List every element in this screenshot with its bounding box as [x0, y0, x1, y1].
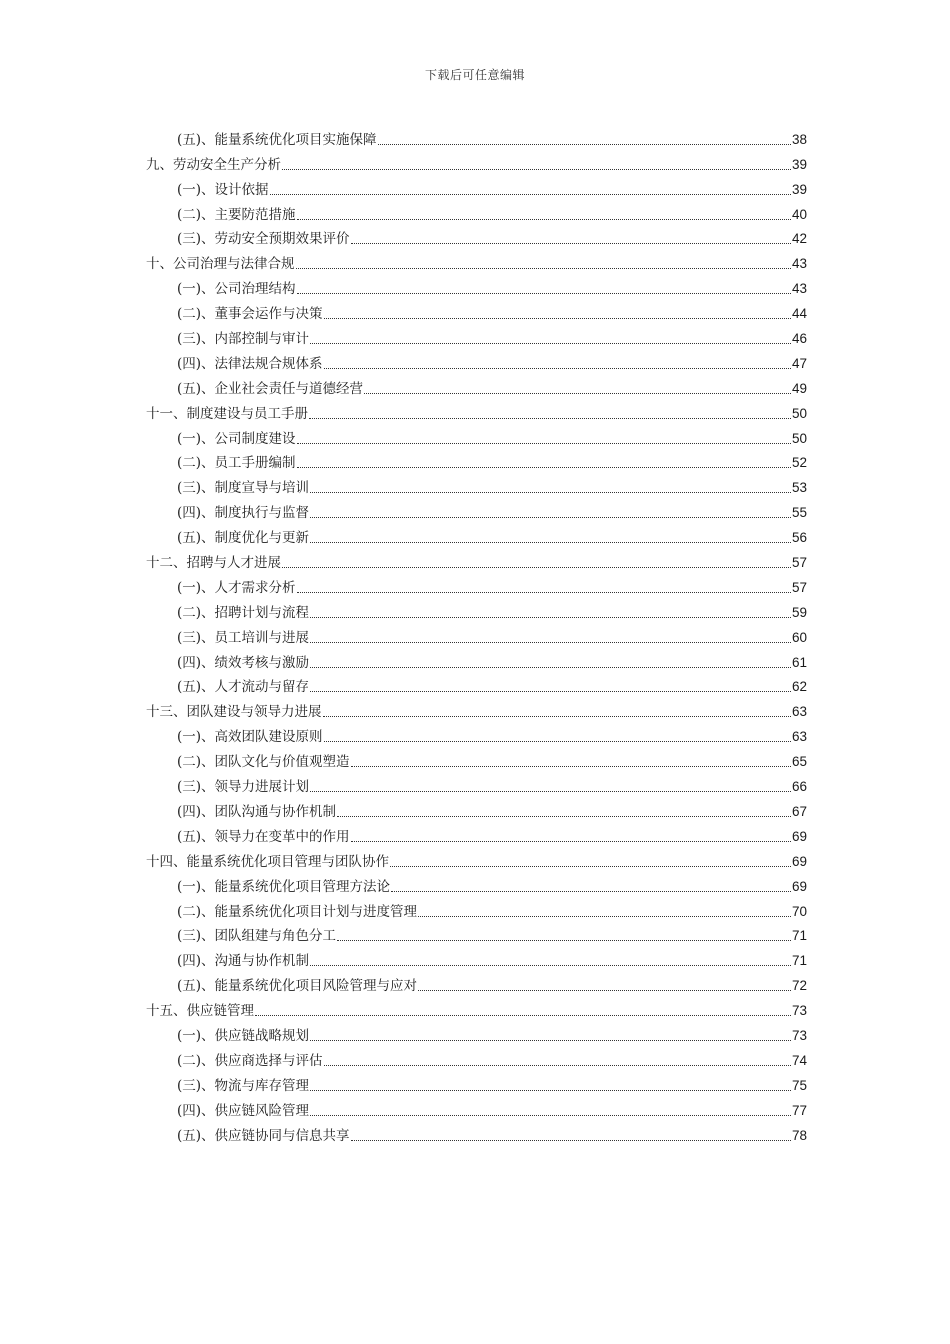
- toc-section-entry[interactable]: [146, 771, 807, 796]
- page-header: 下载后可任意编辑: [424, 68, 525, 82]
- toc-entry-label: (五)、能量系统优化项目风险管理与应对: [177, 978, 418, 995]
- toc-chapter-entry[interactable]: [146, 547, 807, 572]
- toc-dot-leader: [297, 467, 791, 468]
- toc-entry-label: (四)、制度执行与监督: [177, 505, 310, 522]
- toc-page-number: 70: [791, 903, 807, 919]
- toc-page-number: 73: [791, 1027, 807, 1043]
- toc-dot-leader: [310, 542, 791, 543]
- toc-entry-label: 十五、供应链管理: [146, 1003, 254, 1020]
- toc-dot-leader: [282, 567, 791, 568]
- table-of-contents: [146, 124, 807, 1145]
- toc-entry-label: 九、劳动安全生产分析: [146, 156, 281, 173]
- toc-page-number: 53: [791, 480, 807, 496]
- toc-page-number: 63: [791, 729, 807, 745]
- toc-dot-leader: [270, 194, 791, 195]
- toc-dot-leader: [351, 766, 791, 767]
- toc-page-number: 60: [791, 629, 807, 645]
- toc-dot-leader: [351, 841, 791, 842]
- toc-dot-leader: [310, 1115, 791, 1116]
- toc-dot-leader: [310, 642, 791, 643]
- toc-entry-label: (二)、董事会运作与决策: [177, 306, 323, 323]
- toc-page-number: 43: [791, 281, 807, 297]
- toc-dot-leader: [310, 617, 791, 618]
- toc-section-entry[interactable]: [146, 448, 807, 473]
- toc-entry-label: (五)、制度优化与更新: [177, 530, 310, 547]
- toc-section-entry[interactable]: [146, 1020, 807, 1045]
- toc-page-number: 56: [791, 530, 807, 546]
- toc-dot-leader: [297, 219, 791, 220]
- toc-entry-label: (四)、法律法规合规体系: [177, 355, 323, 372]
- toc-page-number: 72: [791, 978, 807, 994]
- toc-entry-label: (三)、劳动安全预期效果评价: [177, 231, 350, 248]
- toc-chapter-entry[interactable]: [146, 398, 807, 423]
- toc-entry-label: (四)、团队沟通与协作机制: [177, 803, 337, 820]
- toc-dot-leader: [351, 1140, 791, 1141]
- toc-entry-label: (二)、主要防范措施: [177, 206, 296, 223]
- toc-page-number: 49: [791, 380, 807, 396]
- toc-page-number: 75: [791, 1077, 807, 1093]
- toc-page-number: 62: [791, 679, 807, 695]
- toc-entry-label: (三)、员工培训与进展: [177, 629, 310, 646]
- toc-entry-label: (二)、员工手册编制: [177, 455, 296, 472]
- toc-dot-leader: [297, 592, 791, 593]
- toc-dot-leader: [324, 368, 791, 369]
- toc-section-entry[interactable]: [146, 348, 807, 373]
- toc-page-number: 74: [791, 1052, 807, 1068]
- toc-page-number: 57: [791, 579, 807, 595]
- toc-entry-label: (四)、供应链风险管理: [177, 1102, 310, 1119]
- toc-section-entry[interactable]: [146, 721, 807, 746]
- toc-dot-leader: [310, 1090, 791, 1091]
- toc-entry-label: (一)、公司制度建设: [177, 430, 296, 447]
- toc-dot-leader: [310, 667, 791, 668]
- toc-entry-label: (一)、高效团队建设原则: [177, 729, 323, 746]
- toc-dot-leader: [297, 293, 791, 294]
- toc-chapter-entry[interactable]: [146, 696, 807, 721]
- toc-entry-label: (三)、领导力进展计划: [177, 779, 310, 796]
- toc-section-entry[interactable]: [146, 647, 807, 672]
- toc-entry-label: (五)、领导力在变革中的作用: [177, 828, 350, 845]
- toc-page-number: 55: [791, 505, 807, 521]
- toc-section-entry[interactable]: [146, 323, 807, 348]
- toc-entry-label: (五)、人才流动与留存: [177, 679, 310, 696]
- toc-dot-leader: [310, 791, 791, 792]
- toc-dot-leader: [310, 517, 791, 518]
- toc-page-number: 59: [791, 604, 807, 620]
- toc-section-entry[interactable]: [146, 597, 807, 622]
- toc-section-entry[interactable]: [146, 522, 807, 547]
- toc-section-entry[interactable]: [146, 1095, 807, 1120]
- toc-entry-label: (二)、供应商选择与评估: [177, 1052, 323, 1069]
- toc-page-number: 39: [791, 181, 807, 197]
- toc-page-number: 66: [791, 779, 807, 795]
- toc-entry-label: (一)、人才需求分析: [177, 579, 296, 596]
- toc-page-number: 71: [791, 928, 807, 944]
- toc-dot-leader: [309, 418, 791, 419]
- toc-page-number: 65: [791, 754, 807, 770]
- toc-page-number: 44: [791, 306, 807, 322]
- toc-entry-label: 十、公司治理与法律合规: [146, 256, 295, 273]
- toc-entry-label: (三)、内部控制与审计: [177, 331, 310, 348]
- toc-entry-label: (二)、招聘计划与流程: [177, 604, 310, 621]
- toc-dot-leader: [324, 318, 791, 319]
- toc-page-number: 52: [791, 455, 807, 471]
- toc-section-entry[interactable]: [146, 921, 807, 946]
- toc-page-number: 73: [791, 1003, 807, 1019]
- toc-page-number: 61: [791, 654, 807, 670]
- toc-section-entry[interactable]: [146, 199, 807, 224]
- toc-section-entry[interactable]: [146, 622, 807, 647]
- toc-dot-leader: [337, 940, 791, 941]
- toc-entry-label: (五)、供应链协同与信息共享: [177, 1127, 350, 1144]
- toc-page-number: 71: [791, 953, 807, 969]
- toc-section-entry[interactable]: [146, 970, 807, 995]
- toc-page-number: 43: [791, 256, 807, 272]
- toc-dot-leader: [418, 990, 791, 991]
- toc-dot-leader: [364, 393, 791, 394]
- toc-page-number: 63: [791, 704, 807, 720]
- toc-dot-leader: [296, 268, 791, 269]
- toc-section-entry[interactable]: [146, 224, 807, 249]
- toc-dot-leader: [255, 1015, 791, 1016]
- toc-entry-label: (四)、绩效考核与激励: [177, 654, 310, 671]
- toc-page-number: 78: [791, 1127, 807, 1143]
- toc-section-entry[interactable]: [146, 896, 807, 921]
- toc-section-entry[interactable]: [146, 1120, 807, 1145]
- toc-entry-label: (三)、团队组建与角色分工: [177, 928, 337, 945]
- toc-section-entry[interactable]: [146, 1070, 807, 1095]
- toc-entry-label: (五)、企业社会责任与道德经营: [177, 380, 364, 397]
- toc-section-entry[interactable]: [146, 423, 807, 448]
- toc-section-entry[interactable]: [146, 672, 807, 697]
- toc-page-number: 47: [791, 355, 807, 371]
- toc-dot-leader: [337, 816, 791, 817]
- toc-page-number: 42: [791, 231, 807, 247]
- toc-entry-label: (五)、能量系统优化项目实施保障: [177, 131, 377, 148]
- toc-dot-leader: [310, 691, 791, 692]
- toc-section-entry[interactable]: [146, 871, 807, 896]
- toc-section-entry[interactable]: [146, 273, 807, 298]
- toc-entry-label: 十四、能量系统优化项目管理与团队协作: [146, 853, 389, 870]
- toc-chapter-entry[interactable]: [146, 995, 807, 1020]
- toc-page-number: 77: [791, 1102, 807, 1118]
- toc-page-number: 38: [791, 131, 807, 147]
- toc-section-entry[interactable]: [146, 174, 807, 199]
- toc-dot-leader: [323, 716, 791, 717]
- toc-chapter-entry[interactable]: [146, 149, 807, 174]
- toc-section-entry[interactable]: [146, 821, 807, 846]
- toc-section-entry[interactable]: [146, 497, 807, 522]
- toc-entry-label: (二)、能量系统优化项目计划与进度管理: [177, 903, 418, 920]
- toc-page-number: 50: [791, 430, 807, 446]
- toc-dot-leader: [324, 741, 791, 742]
- toc-dot-leader: [378, 144, 791, 145]
- toc-entry-label: (四)、沟通与协作机制: [177, 953, 310, 970]
- toc-page-number: 67: [791, 803, 807, 819]
- toc-page-number: 46: [791, 331, 807, 347]
- toc-section-entry[interactable]: [146, 373, 807, 398]
- toc-dot-leader: [310, 965, 791, 966]
- toc-page-number: 40: [791, 206, 807, 222]
- toc-section-entry[interactable]: [146, 746, 807, 771]
- toc-entry-label: (三)、物流与库存管理: [177, 1077, 310, 1094]
- toc-entry-label: (二)、团队文化与价值观塑造: [177, 754, 350, 771]
- toc-dot-leader: [282, 169, 791, 170]
- toc-entry-label: 十二、招聘与人才进展: [146, 555, 281, 572]
- toc-section-entry[interactable]: [146, 472, 807, 497]
- toc-entry-label: (一)、设计依据: [177, 181, 269, 198]
- toc-section-entry[interactable]: [146, 124, 807, 149]
- toc-chapter-entry[interactable]: [146, 248, 807, 273]
- toc-page-number: 69: [791, 828, 807, 844]
- toc-entry-label: (一)、公司治理结构: [177, 281, 296, 298]
- toc-page-number: 50: [791, 405, 807, 421]
- toc-dot-leader: [418, 916, 791, 917]
- toc-section-entry[interactable]: [146, 298, 807, 323]
- toc-entry-label: (一)、供应链战略规划: [177, 1027, 310, 1044]
- toc-entry-label: 十三、团队建设与领导力进展: [146, 704, 322, 721]
- toc-dot-leader: [390, 866, 791, 867]
- toc-dot-leader: [324, 1065, 791, 1066]
- toc-page-number: 69: [791, 878, 807, 894]
- toc-dot-leader: [310, 1040, 791, 1041]
- toc-page-number: 39: [791, 156, 807, 172]
- toc-dot-leader: [351, 243, 791, 244]
- toc-entry-label: (一)、能量系统优化项目管理方法论: [177, 878, 391, 895]
- toc-dot-leader: [310, 343, 791, 344]
- toc-section-entry[interactable]: [146, 796, 807, 821]
- toc-section-entry[interactable]: [146, 572, 807, 597]
- toc-entry-label: 十一、制度建设与员工手册: [146, 405, 308, 422]
- toc-section-entry[interactable]: [146, 1045, 807, 1070]
- toc-dot-leader: [391, 891, 791, 892]
- toc-dot-leader: [297, 443, 791, 444]
- toc-entry-label: (三)、制度宣导与培训: [177, 480, 310, 497]
- toc-dot-leader: [310, 492, 791, 493]
- toc-section-entry[interactable]: [146, 945, 807, 970]
- toc-page-number: 69: [791, 853, 807, 869]
- toc-page-number: 57: [791, 555, 807, 571]
- toc-chapter-entry[interactable]: [146, 846, 807, 871]
